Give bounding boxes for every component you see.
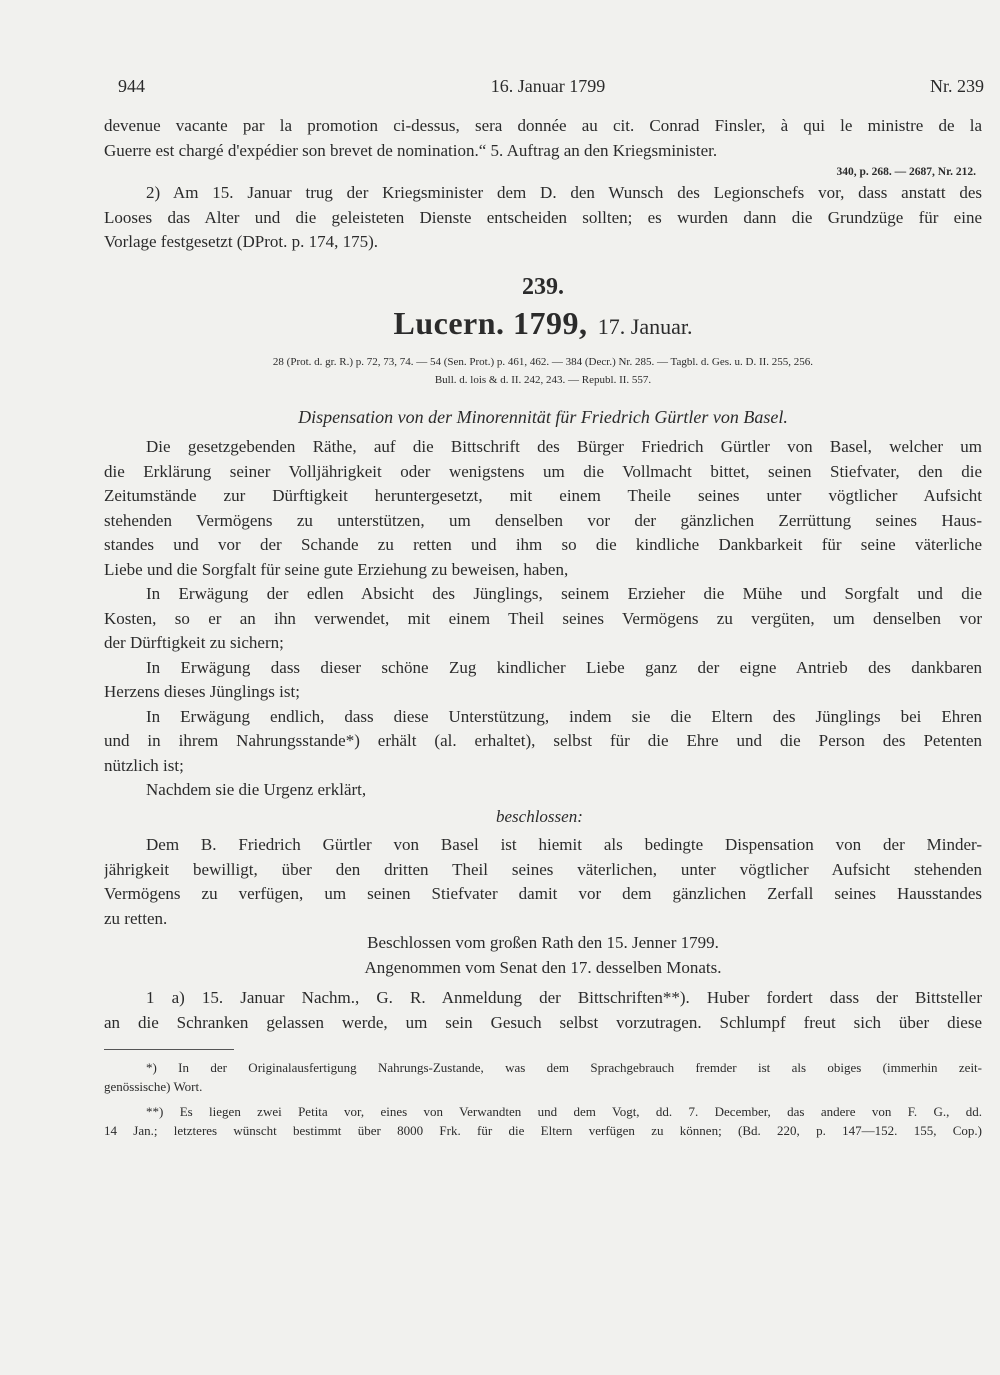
text-line: In Erwägung dass dieser schöne Zug kindlicher Liebe ganz der eigne Antrieb des dankbaren bbox=[146, 657, 982, 677]
footnote-1 bbox=[104, 1058, 982, 1096]
resolution-marker: beschlossen: bbox=[496, 806, 583, 826]
text-line: Die gesetzgebenden Räthe, auf die Bittschrift des Bürger Friedrich Gürtler von Basel, welcher um bbox=[146, 437, 982, 456]
text-line: standes und vor der Schande zu retten und ihm so die kindliche Dankbarkeit für seine väterliche bbox=[104, 535, 982, 554]
text-line: stehenden Vermögens zu unterstützen, um denselben vor der gänzlichen Zerrüttung seines Haus- bbox=[104, 510, 982, 530]
source-line: 28 (Prot. d. gr. R.) p. 72, 73, 74. — 54 (Sen. Prot.) p. 461, 462. — 384 (Decr.) Nr. 285. — Tagbl. d. Ges. u. D. II. 255, 256. bbox=[272, 355, 814, 368]
header-document-number: Nr. 239 bbox=[930, 76, 984, 96]
text-line: zu retten. bbox=[104, 908, 168, 928]
text-line: 1 a) 15. Januar Nachm., G. R. Anmeldung der Bittschriften**). Huber fordert dass der Bittsteller bbox=[146, 988, 982, 1007]
footnote-line: **) Es liegen zwei Petita vor, eines von Verwandten und dem Vogt, dd. 7. December, das andere von F. G., dd. bbox=[146, 1104, 982, 1119]
header-date: 16. Januar 1799 bbox=[490, 76, 606, 96]
footnote-line: genössische) Wort. bbox=[104, 1079, 203, 1094]
footnote-line: 14 Jan.; letzteres wünscht bestimmt über 8000 Frk. für die Eltern verfügen zu können; (Bd. 220, p. 147—152. 155, Cop.) bbox=[104, 1123, 982, 1138]
page-number: 944 bbox=[118, 76, 145, 96]
page-header bbox=[112, 76, 984, 102]
text-line: jährigkeit bewilligt, über den dritten Theil seines väterlichen, unter vögtlicher Aufsicht stehenden bbox=[104, 859, 982, 879]
source-line: Bull. d. lois & d. II. 242, 243. — Republ. II. 557. bbox=[434, 373, 652, 386]
text-line: Dem B. Friedrich Gürtler von Basel ist hiemit als bedingte Dispensation von der Minder- bbox=[146, 835, 982, 854]
text-line: Vorlage festgesetzt (DProt. p. 174, 175). bbox=[104, 232, 378, 251]
text-line: an die Schranken gelassen werde, um sein Gesuch selbst vorzutragen. Schlumpf freut sich über diese bbox=[104, 1012, 982, 1032]
text-line: nützlich ist; bbox=[104, 755, 184, 775]
text-line: devenue vacante par la promotion ci-dessus, sera donnée au cit. Conrad Finsler, à qui le ministre de la bbox=[104, 116, 982, 135]
document-number: 239. bbox=[522, 273, 564, 300]
text-line: Herzens dieses Jünglings ist; bbox=[104, 682, 300, 701]
closing-line: Angenommen vom Senat den 17. desselben Monats. bbox=[364, 957, 722, 977]
text-line: Looses das Alter und die geleisteten Dienste entscheiden sollten; es wurden dann die Grundzüge für eine bbox=[104, 207, 982, 227]
text-line: In Erwägung endlich, dass diese Unterstützung, indem sie die Eltern des Jünglings bei Ehren bbox=[146, 706, 982, 726]
text-line: Vermögens zu verfügen, um seinen Stiefvater damit vor dem gänzlichen Zerfall seines Hausstandes bbox=[104, 884, 982, 903]
text-line: 2) Am 15. Januar trug der Kriegsminister dem D. den Wunsch des Legionschefs vor, dass anstatt des bbox=[146, 183, 982, 202]
document-date: 17. Januar. bbox=[597, 313, 693, 339]
text-line: die Erklärung seiner Volljährigkeit oder wenigstens um die Vollmacht bittet, seinen Stiefvater, den die bbox=[104, 461, 982, 481]
text-line: Nachdem sie die Urgenz erklärt, bbox=[146, 780, 367, 799]
text-line: Liebe und die Sorgfalt für seine gute Erziehung zu beweisen, haben, bbox=[104, 559, 569, 579]
text-line: Kosten, so er an ihn verwendet, mit einem Theil seines Vermögens zu vergüten, um denselben vor bbox=[104, 608, 982, 628]
text-line: und in ihrem Nahrungsstande*) erhält (al. erhaltet), selbst für die Ehre und die Person des Petenten bbox=[104, 731, 982, 750]
footnote-divider bbox=[104, 1049, 234, 1050]
document-heading bbox=[104, 303, 982, 349]
text-line: In Erwägung der edlen Absicht des Jünglings, seinem Erzieher die Mühe und Sorgfalt und die bbox=[146, 584, 982, 603]
reference-line: 340, p. 268. — 2687, Nr. 212. bbox=[836, 166, 976, 178]
footnote-2 bbox=[104, 1102, 982, 1140]
text-line: Guerre est chargé d'expédier son brevet de nomination.“ 5. Auftrag an den Kriegsminister. bbox=[104, 140, 718, 160]
text-line: der Dürftigkeit zu sichern; bbox=[104, 633, 284, 652]
document-subject: Dispensation von der Minorennität für Friedrich Gürtler von Basel. bbox=[298, 406, 788, 427]
source-references bbox=[104, 353, 982, 389]
document-place-year: Lucern. 1799, bbox=[393, 304, 588, 341]
footnote-line: *) In der Originalausfertigung Nahrungs-Zustande, was dem Sprachgebrauch fremder ist als obiges (immerhin zeit- bbox=[146, 1060, 982, 1075]
closing-line: Beschlossen vom großen Rath den 15. Jenner 1799. bbox=[367, 933, 719, 952]
text-line: Zeitumstände zur Dürftigkeit heruntergesetzt, mit einem Theile seines unter vögtlicher Aufsicht bbox=[104, 486, 982, 505]
page-body bbox=[104, 114, 982, 1140]
